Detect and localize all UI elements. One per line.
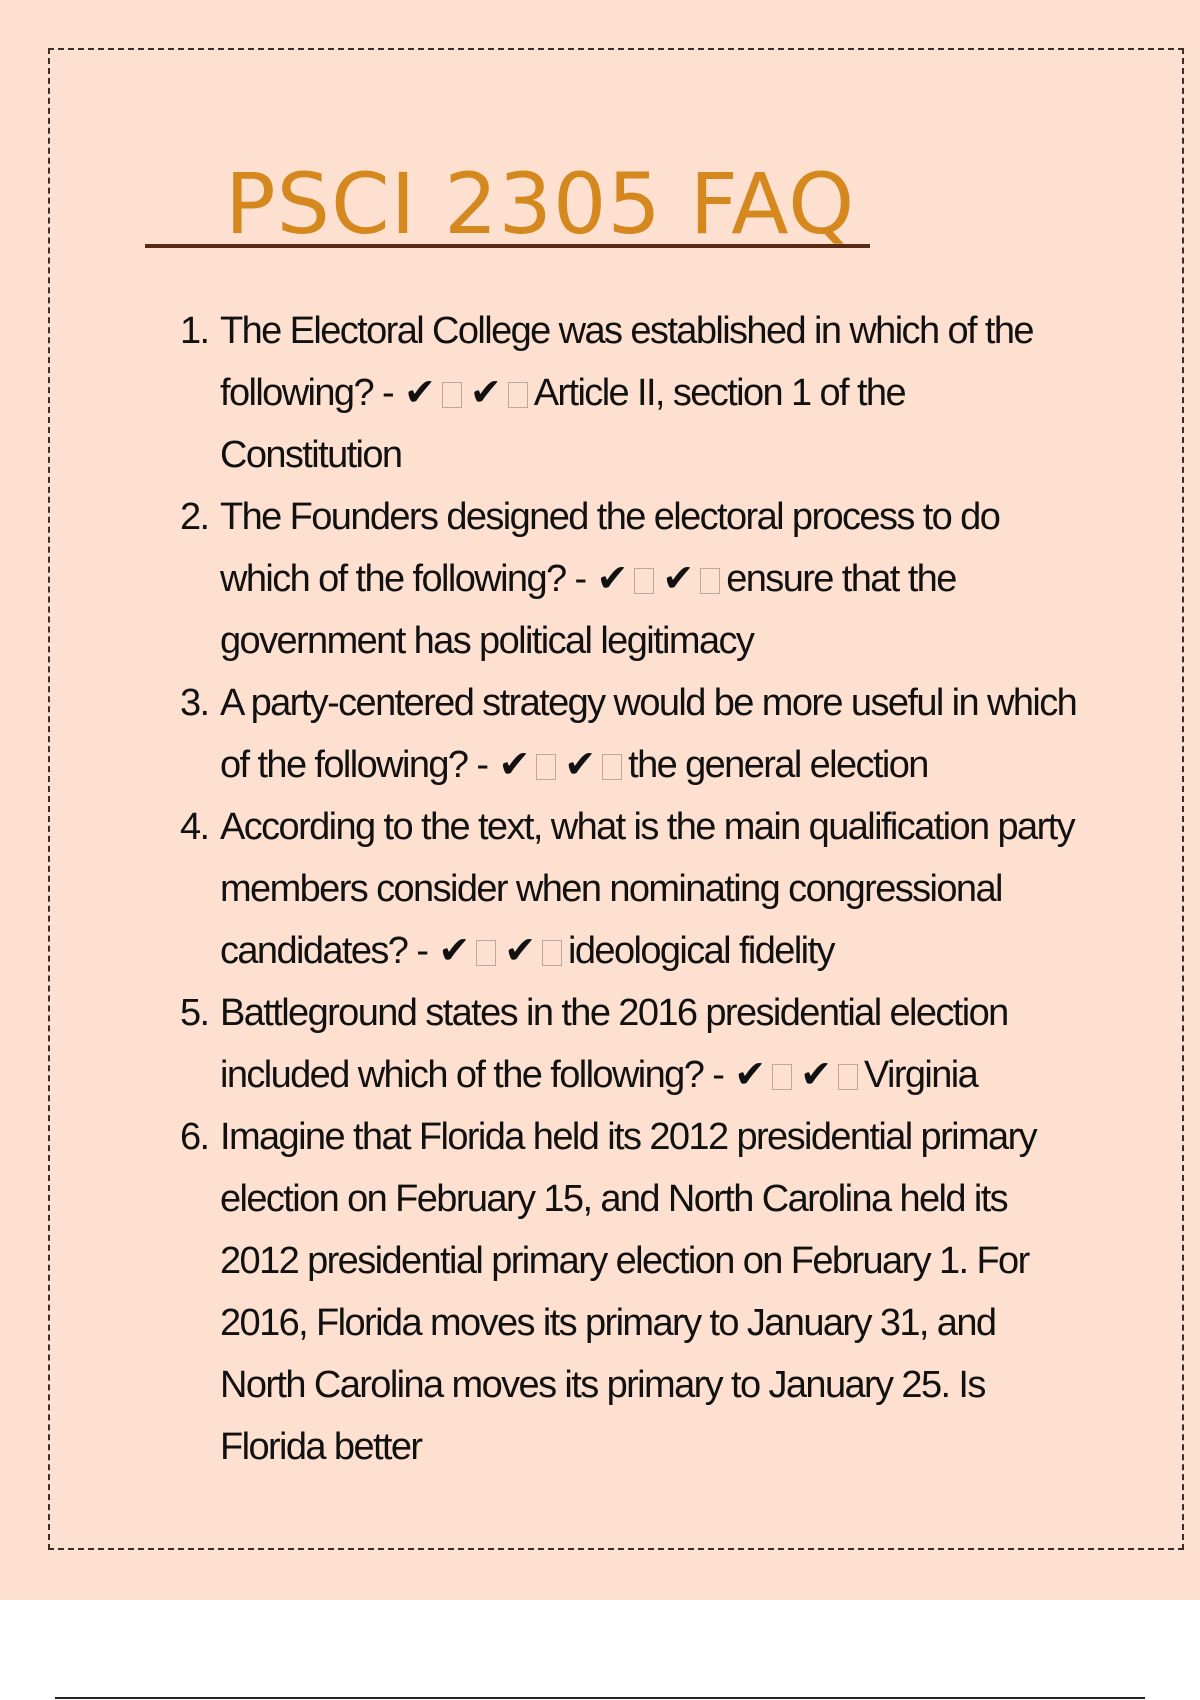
faq-number: 5. — [180, 992, 209, 1034]
empty-box-icon — [476, 940, 496, 966]
faq-answer: the general election — [628, 744, 928, 786]
check-icon: ✔ — [404, 372, 436, 414]
check-icon: ✔ — [800, 1054, 832, 1096]
faq-text — [220, 486, 1080, 672]
empty-box-icon — [508, 382, 528, 408]
faq-question: Battleground states in the 2016 presidential election included which of the following? — [220, 992, 1008, 1096]
empty-box-icon — [542, 940, 562, 966]
check-icon: ✔ — [734, 1054, 767, 1096]
faq-item-6 — [180, 1106, 1080, 1478]
faq-text — [220, 982, 1080, 1106]
faq-list — [180, 300, 1080, 1478]
faq-separator: - — [574, 558, 586, 600]
faq-text — [220, 300, 1080, 486]
faq-separator: - — [381, 372, 394, 414]
faq-question: A party-centered strategy would be more useful in which of the following? — [220, 682, 1077, 786]
empty-box-icon — [634, 568, 654, 594]
bottom-divider — [55, 1697, 1145, 1699]
faq-answer: ideological fidelity — [568, 930, 834, 972]
faq-item-3 — [180, 672, 1080, 796]
empty-box-icon — [602, 754, 622, 780]
faq-item-4 — [180, 796, 1080, 982]
faq-number: 1. — [180, 310, 209, 352]
faq-question: According to the text, what is the main qualification party members consider when nominating congressional candidates? — [220, 806, 1074, 972]
check-icon: ✔ — [662, 558, 695, 600]
check-icon: ✔ — [596, 558, 629, 600]
faq-item-5 — [180, 982, 1080, 1106]
faq-question: The Founders designed the electoral process to do which of the following? — [220, 496, 1000, 600]
check-icon: ✔ — [498, 744, 531, 786]
faq-number: 4. — [180, 806, 209, 848]
faq-item-2 — [180, 486, 1080, 672]
page-title: PSCI 2305 FAQ — [225, 155, 856, 253]
check-icon: ✔ — [504, 930, 537, 972]
empty-box-icon — [536, 754, 556, 780]
faq-number: 3. — [180, 682, 209, 724]
title-block — [145, 155, 870, 253]
faq-number: 2. — [180, 496, 209, 538]
faq-answer: Virginia — [863, 1054, 978, 1096]
faq-separator: - — [476, 744, 488, 786]
check-icon: ✔ — [438, 930, 471, 972]
faq-question: The Electoral College was established in which of the following? — [220, 310, 1033, 414]
faq-number: 6. — [180, 1116, 209, 1158]
faq-text — [220, 1106, 1080, 1478]
faq-text — [220, 796, 1080, 982]
empty-box-icon — [838, 1064, 858, 1090]
faq-answer: Article II, section 1 of the Constitution — [220, 372, 905, 476]
empty-box-icon — [700, 568, 720, 594]
faq-item-1 — [180, 300, 1080, 486]
empty-box-icon — [442, 382, 462, 408]
check-icon: ✔ — [469, 372, 502, 414]
check-icon: ✔ — [564, 744, 597, 786]
faq-question: Imagine that Florida held its 2012 presidential primary election on February 15, and North Carolina held its 2012 presidential primary election on February 1. For 2016, Florida moves its primary to January 31, and North Carolina moves its primary to January 25. Is Florida better — [220, 1116, 1037, 1468]
faq-answer: ensure that the government has political legitimacy — [220, 558, 956, 662]
faq-separator: - — [712, 1054, 724, 1096]
empty-box-icon — [772, 1064, 792, 1090]
faq-text — [220, 672, 1080, 796]
faq-separator: - — [416, 930, 428, 972]
